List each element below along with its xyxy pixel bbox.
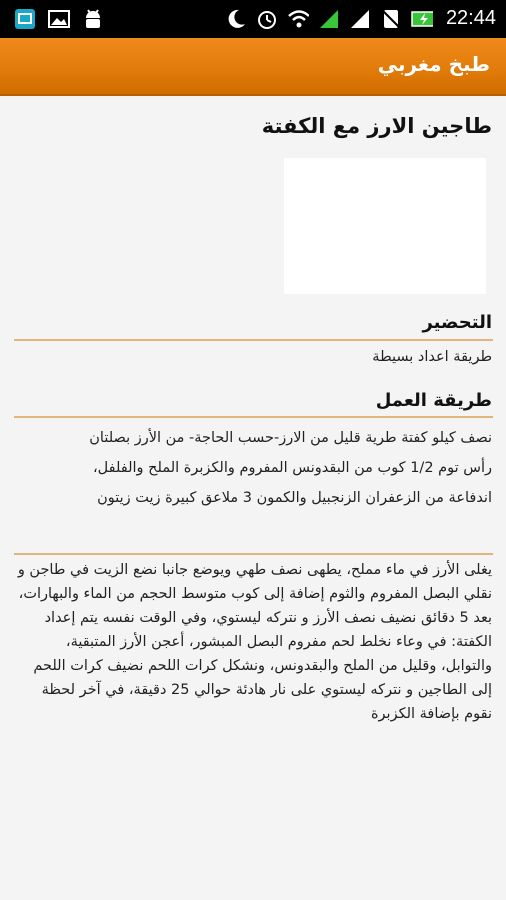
method-heading: طريقة العمل [375,390,492,411]
app-bar [0,38,506,96]
app-title: طبخ مغربي [377,52,490,76]
wifi-icon [287,8,309,30]
moon-icon [225,8,247,30]
signal-icon-2 [349,8,371,30]
divider-method [14,416,493,418]
recipe-title: طاجين الارز مع الكفتة [261,114,492,138]
no-sim-icon [380,8,402,30]
divider-preparation [14,339,493,341]
steps-text: يغلى الأرز في ماء مملح، يطهى نصف طهي ويوضع جانبا نضع الزيت في طاجن و نقلي البصل المفروم والثوم إضافة إلى كوب متوسط الحجم من الماء والبهارات، بعد 5 دقائق نضيف نصف الأرز و نتركه ليستوي، وفي الوقت نفسه يتم إعداد الكفتة: في وعاء نخلط لحم مفروم البصل المبشور، أعجن الأرز المتبقية، والتوابل، وقليل من الملح والبقدونس، ونشكل كرات اللحم نضيف كرات اللحم إلى الطاجين و نتركه ليستوي على نار هادئة حوالي 25 دقيقة، في آخر لحظة نقوم بإضافة الكزبرة [17,562,492,722]
preparation-text: طريقة اعداد بسيطة [372,349,492,365]
recipe-image [284,158,486,294]
status-time: 22:44 [445,7,496,29]
android-icon [82,8,104,30]
alarm-icon [256,8,278,30]
preparation-heading: التحضير [422,312,492,333]
image-icon [48,8,70,30]
ingredients-line: رأس توم 1/2 كوب من البقدونس المفروم والكزبرة الملح والفلفل، [92,460,492,476]
ingredients-text [14,423,492,513]
ingredients-line: اندفاعة من الزعفران الزنجبيل والكمون 3 ملاعق كبيرة زيت زيتون [97,490,492,506]
battery-charging-icon [411,8,433,30]
status-bar [0,0,506,38]
ingredients-line: نصف كيلو كفتة طرية قليل من الارز-حسب الحاجة- من الأرز بصلتان [89,430,492,446]
signal-icon-1 [318,8,340,30]
screenshot-app-icon [14,8,36,30]
divider-steps [14,553,493,555]
